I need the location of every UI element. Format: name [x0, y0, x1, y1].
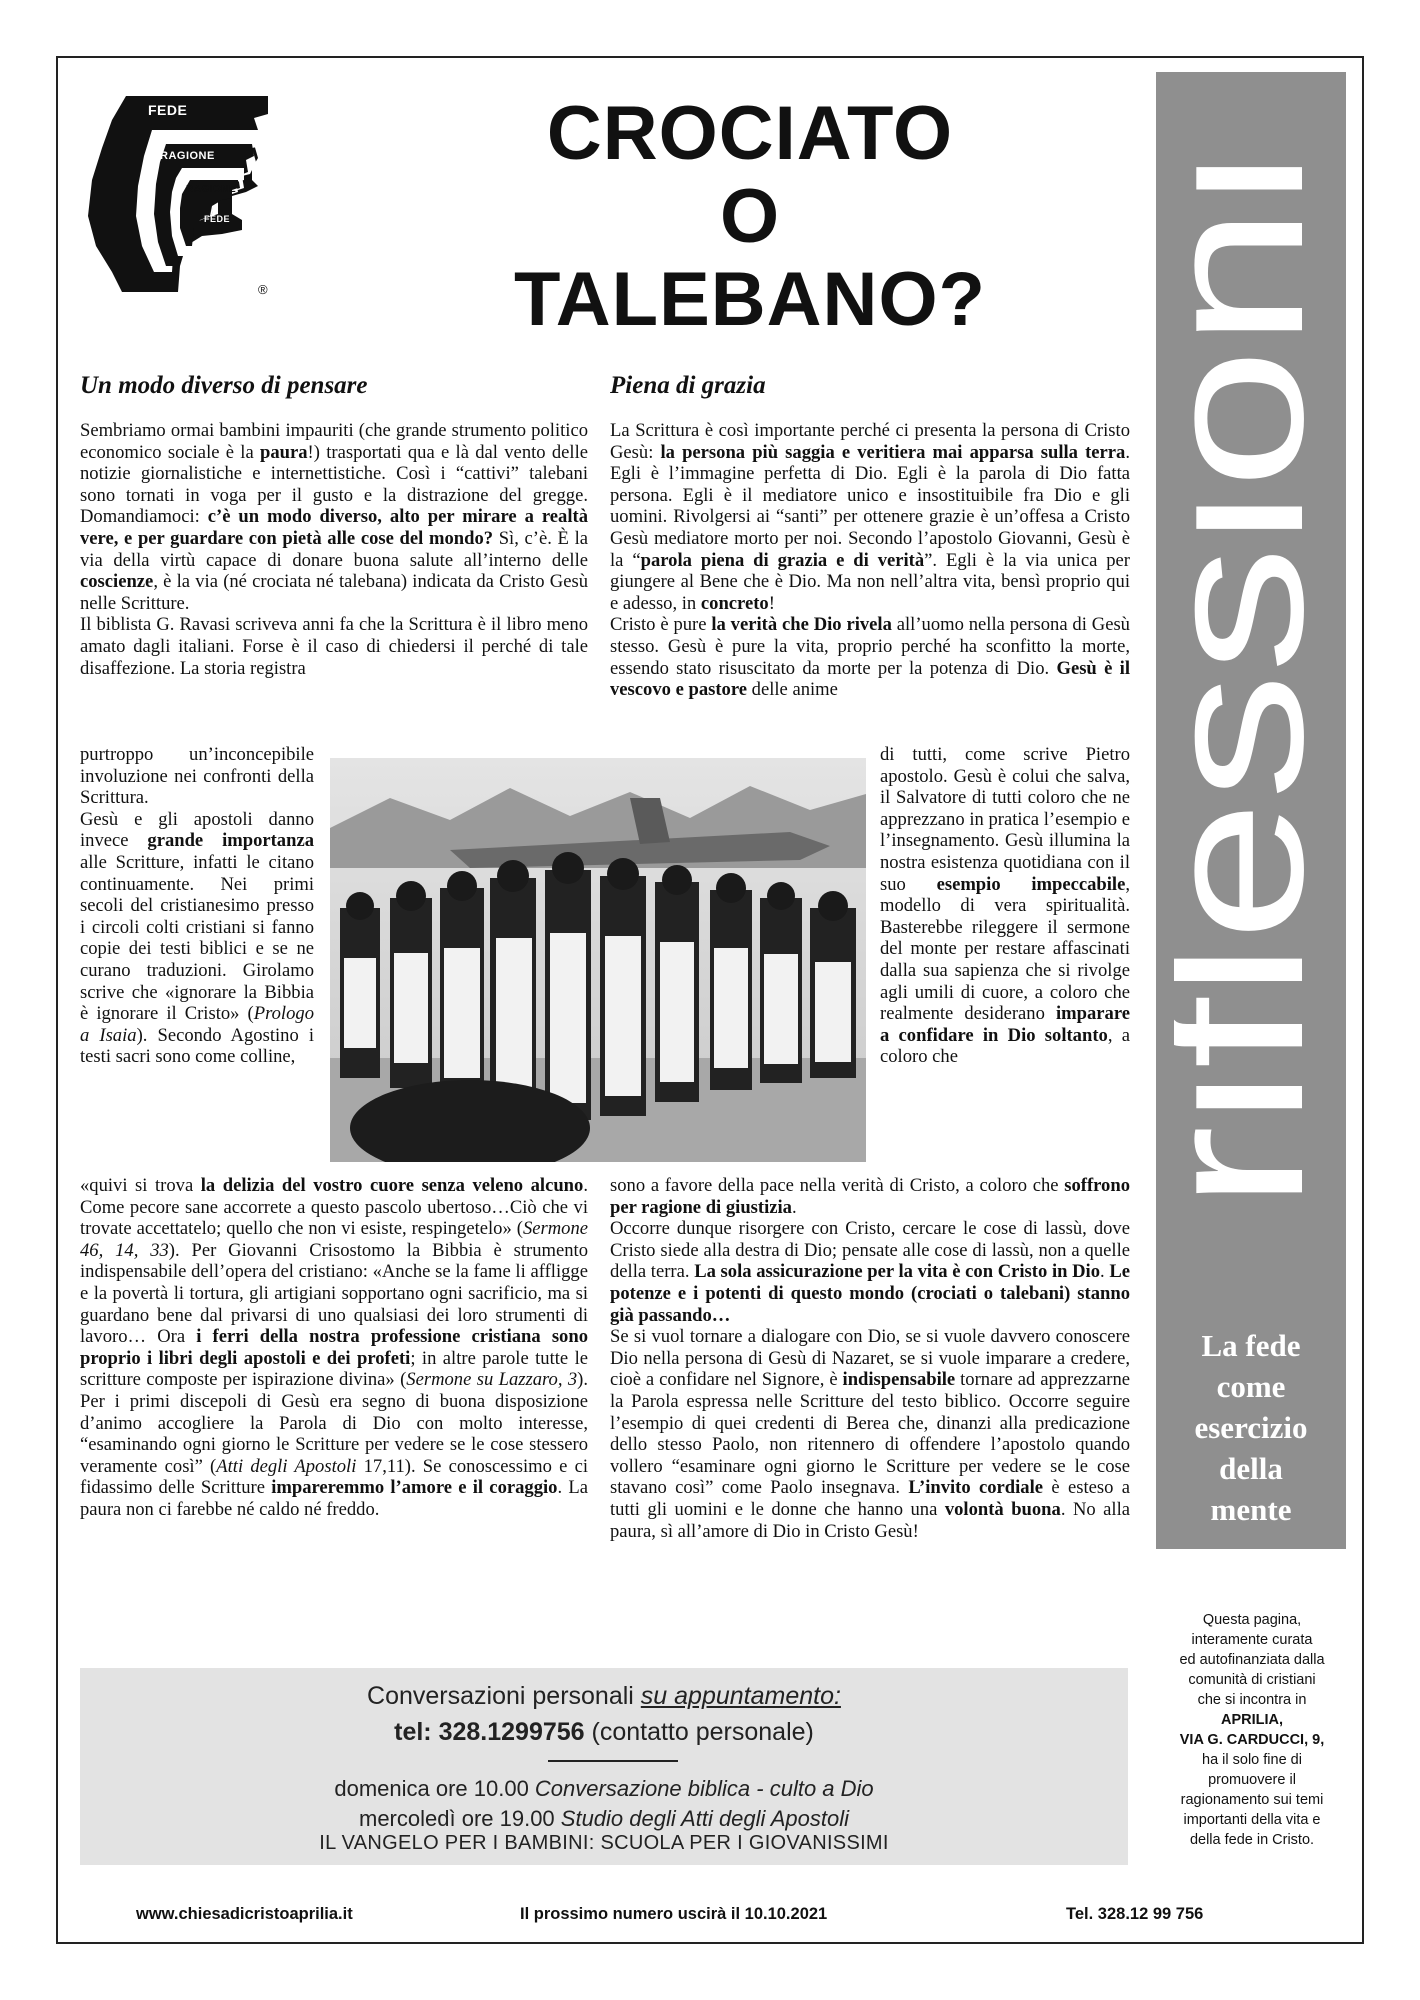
- bold-run: parola piena di grazia e di verità: [640, 549, 925, 571]
- bold-run: impareremmo l’amore e il coraggio: [271, 1477, 558, 1499]
- side-note-line: interamente curata: [1191, 1632, 1313, 1648]
- footer-phone: Tel. 328.12 99 756: [1066, 1905, 1204, 1923]
- text-run: La Scrittura è così importante perché ci presenta la persona di Cristo Gesù:: [610, 420, 1130, 463]
- text-run: .: [791, 1196, 797, 1218]
- bold-run: paura: [260, 441, 308, 463]
- text-run: 17,11). Se conoscessimo e ci fidassimo delle Scritture: [80, 1455, 589, 1499]
- bold-run: L’invito cordiale: [908, 1477, 1044, 1499]
- headline-line-1: CROCIATO: [546, 91, 954, 176]
- sidebar-title-text: riflessioni: [1174, 376, 1334, 1210]
- left-narrow-paragraph: [80, 744, 314, 1068]
- text-run: alle Scritture, infatti le citano continuamente. Nei primi secoli del cristianesimo presso i circoli colti cristiani si fanno copie dei testi biblici e se ne curano traduzioni. Girolamo scrive che «ignorare la Bibbia è ignorare il Cristo» (: [80, 851, 314, 1025]
- phone-number: tel: 328.1299756: [394, 1718, 585, 1746]
- bold-run: esempio impeccabile: [936, 873, 1126, 895]
- bold-run: i ferri della nostra professione cristiana sono proprio i libri degli apostoli e dei profeti: [80, 1326, 588, 1369]
- right-bottom-paragraph-1: [610, 1175, 1130, 1218]
- sidebar-subtitle-line: della: [1219, 1451, 1283, 1486]
- side-note-line: che si incontra in: [1197, 1692, 1307, 1708]
- logo-word-fede: FEDE: [148, 102, 188, 118]
- text-run: Cristo è pure: [610, 614, 712, 636]
- text-run: di tutti, come scrive Pietro apostolo. Gesù è colui che salva, il Salvatore di tutti coloro che ne apprezzano in pratica l’esempio e l’insegnamento. Gesù illumina la nostra esistenza quotidiana con il suo: [880, 744, 1130, 895]
- italic-run: Prologo a Isaia: [80, 1003, 314, 1046]
- italic-run: Conversazione biblica - culto a Dio: [534, 1776, 874, 1801]
- bold-run: grande importanza: [147, 830, 314, 852]
- text-run: Occorre dunque risorgere con Cristo, cercare le cose di lassù, dove Cristo siede alla destra di Dio; pensate alle cose di lassù, non a quelle della terra.: [610, 1218, 1130, 1283]
- side-note-line: importanti della vita e: [1183, 1812, 1321, 1828]
- side-note-line: ha il solo fine di: [1202, 1752, 1302, 1768]
- text-run: Sembriamo ormai bambini impauriti (che grande strumento politico economico sociale è la: [80, 420, 588, 463]
- left-article-narrow: [80, 744, 314, 1068]
- italic-run: Studio degli Atti degli Apostoli: [560, 1806, 849, 1831]
- bold-run: imparare a confidare in Dio soltanto: [880, 1003, 1130, 1046]
- text-run: ). Per i primi discepoli di Gesù era segno di buona disposizione d’animo accogliere la Parola di Dio con molto interesse, “esaminando ogni giorno le Scritture per vedere se le cose stessero veramente così” (: [80, 1369, 588, 1477]
- italic-run: Atti degli Apostoli: [216, 1455, 357, 1477]
- separator-line: [548, 1760, 678, 1762]
- sidebar-subtitle-line: come: [1216, 1369, 1286, 1404]
- sidebar-subtitle: [1160, 1325, 1342, 1530]
- bold-run: Gesù è il vescovo e pastore: [610, 657, 1130, 701]
- logo-word-fede-2: FEDE: [204, 214, 231, 224]
- text-run: .: [1100, 1261, 1110, 1283]
- info-box: [80, 1668, 1128, 1865]
- fede-ragione-logo: [82, 96, 300, 302]
- bold-run: la persona più saggia e veritiera mai apparsa sulla terra: [660, 441, 1126, 463]
- side-note-line: ragionamento sui temi: [1180, 1792, 1324, 1808]
- text-run: ). Per Giovanni Crisostomo la Bibbia è strumento indispensabile dell’opera del cristiano: «Anche se la fame li affligge e la povertà li tortura, gli artigiani sopportano ogni sacrificio, ma si guardano bene dal privarsi di uno qualsiasi dei loro strumenti di lavoro… Ora: [80, 1239, 589, 1348]
- text-run: «quivi si trova: [80, 1175, 201, 1196]
- italic-run: Sermone su Lazzaro, 3: [406, 1369, 578, 1391]
- text-run: sono a favore della pace nella verità di Cristo, a coloro che: [610, 1175, 1065, 1196]
- bold-run: indispensabile: [842, 1369, 956, 1391]
- text-run: delle anime: [747, 679, 838, 701]
- left-article-top: [80, 420, 588, 679]
- text-run: mercoledì ore 19.00: [359, 1806, 561, 1831]
- text-run: purtroppo un’inconcepibile involuzione nei confronti della Scrittura.: [80, 744, 314, 809]
- left-bottom-paragraph: [80, 1175, 588, 1521]
- side-note-line: ed autofinanziata dalla: [1179, 1652, 1325, 1668]
- right-paragraph-1: [610, 420, 1130, 614]
- kids-school-line: IL VANGELO PER I BAMBINI: SCUOLA PER I GIOVANISSIMI: [319, 1832, 889, 1854]
- bold-run: La sola assicurazione per la vita è con Cristo in Dio: [694, 1261, 1101, 1283]
- right-paragraph-2: [610, 614, 1130, 700]
- side-note-line: APRILIA,: [1220, 1712, 1284, 1728]
- right-article-narrow: [880, 744, 1130, 1068]
- text-run: Sì, c’è. È la via della virtù capace di donare buona salute all’interno delle: [80, 527, 589, 571]
- appointment-emphasis: su appuntamento:: [640, 1682, 841, 1710]
- side-note: [1156, 1610, 1348, 1850]
- text-run: tornare ad apprezzarne la Parola espressa nelle Scritture del testo biblico. Occorre seguire l’esempio di quei credenti di Berea che, dinanzi alla predicazione dello stesso Paolo, non ritennero di offendere l’apostolo quando vollero “esaminare ogni giorno le Scritture per vedere se le cose stavano così” come Paolo insegnava.: [610, 1369, 1130, 1499]
- text-run: ; in altre parole tutte le scritture composte per ispirazione divina» (: [80, 1347, 588, 1391]
- bold-run: soffrono per ragione di giustizia: [610, 1175, 1130, 1218]
- profiles-logo-icon: [82, 96, 300, 302]
- text-run: ). Secondo Agostino i testi sacri sono come colline,: [80, 1024, 314, 1068]
- bold-run: la delizia del vostro cuore senza veleno alcuno: [200, 1175, 584, 1196]
- left-article-heading: Un modo diverso di pensare: [80, 372, 368, 399]
- text-run: Gesù e gli apostoli danno invece: [80, 808, 314, 852]
- sidebar-subtitle-line: esercizio: [1194, 1410, 1308, 1445]
- text-run: Se si vuol tornare a dialogare con Dio, se si vuole davvero conoscere Dio nella persona di Gesù di Nazaret, se si vuole imparare a credere, cioè a confidare nel Signore, è: [610, 1326, 1130, 1391]
- text-run: !: [768, 592, 775, 614]
- text-run: . La paura non ci farebbe né caldo né freddo.: [80, 1477, 588, 1520]
- text-run: ”. Egli è la via unica per giungere al Bene che è Dio. Ma non nell’altra vita, bensì proprio qui e adesso, in: [610, 549, 1130, 614]
- text-run: Conversazioni personali: [367, 1682, 641, 1710]
- text-run: all’uomo nella persona di Gesù stesso. Gesù è pure la vita, proprio perché ha sconfitto la morte, essendo stato risuscitato da morte per la potenza di Dio.: [610, 614, 1130, 679]
- bold-run: Le potenze e i potenti di questo mondo (crociati o talebani) stanno già passando…: [610, 1261, 1131, 1326]
- right-narrow-paragraph: [880, 744, 1130, 1068]
- footer-website[interactable]: www.chiesadicristoaprilia.it: [136, 1905, 353, 1923]
- text-run: , modello di vera spiritualità. Basterebbe rileggere il sermone del monte per restare affascinati dalla sua sapienza che si rivolge agli umili di cuore, a coloro che realmente desiderano: [880, 873, 1130, 1025]
- text-run: . Egli è l’immagine perfetta di Dio. Egli è la parola di Dio fatta persona. Egli è il mediatore unico e insostituibile fra Dio e gli uomini. Rivolgersi ai “santi” per ottenere grazie è un’offesa a Cristo Gesù mediatore morto per noi. Secondo l’apostolo Giovanni, Gesù è la “: [610, 441, 1130, 571]
- right-bottom-paragraph-3: [610, 1326, 1130, 1542]
- logo-word-ragione: RAGIONE: [160, 150, 215, 162]
- schedule-sunday: [80, 1776, 1128, 1802]
- bold-run: concreto: [700, 592, 769, 614]
- news-photo: [330, 758, 866, 1162]
- left-paragraph-2: Il biblista G. Ravasi scriveva anni fa che la Scrittura è il libro meno amato dagli italiani. Forse è il caso di chiedersi il perché di tale disaffezione. La storia registra: [80, 614, 588, 679]
- side-note-line: promuovere il: [1208, 1772, 1296, 1788]
- side-note-line: VIA G. CARDUCCI, 9,: [1179, 1732, 1325, 1748]
- text-run: è esteso a tutti gli uomini e le donne che hanno una: [610, 1477, 1130, 1520]
- sidebar-subtitle-line: La fede: [1201, 1328, 1301, 1363]
- appointment-line: [80, 1682, 1128, 1711]
- sidebar-title: [1174, 140, 1334, 1220]
- bold-run: c’è un modo diverso, alto per mirare a realtà vere, e per guardare con pietà alle cose del mondo?: [80, 506, 588, 549]
- schedule-wednesday: [80, 1806, 1128, 1832]
- side-note-line: della fede in Cristo.: [1189, 1832, 1315, 1848]
- text-run: . No alla paura, sì all’amore di Dio in Cristo Gesù!: [610, 1498, 1131, 1542]
- text-run: . Come pecore sane accorrete a questo pascolo ubertoso…Ciò che vi trovate accettatelo; quello che non vi esiste, respingetelo» (: [80, 1175, 588, 1240]
- right-bottom-paragraph-2: [610, 1218, 1130, 1326]
- headline-line-3: TALEBANO?: [514, 257, 986, 342]
- right-article-bottom: [610, 1175, 1130, 1542]
- sidebar-subtitle-line: mente: [1210, 1492, 1292, 1527]
- headline-line-2: O: [719, 174, 781, 259]
- footer-next-issue: Il prossimo numero uscirà il 10.10.2021: [520, 1905, 828, 1923]
- main-headline: [440, 92, 1060, 341]
- text-run: , è la via (né crociata né talebana) indicata da Cristo Gesù nelle Scritture.: [80, 571, 588, 614]
- side-note-line: Questa pagina,: [1202, 1612, 1302, 1628]
- bold-run: volontà buona: [944, 1498, 1061, 1520]
- side-note-line: comunità di cristiani: [1188, 1672, 1316, 1688]
- text-run: !) trasportati qua e là dal vento delle notizie giornalistiche e internettistiche. Così i “cattivi” talebani sono tornati in voga per il gusto e la distrazione del gregge. Domandiamoci:: [80, 441, 588, 528]
- right-article-top: [610, 420, 1130, 701]
- bold-run: coscienze: [80, 571, 154, 593]
- left-paragraph-1: [80, 420, 588, 614]
- italic-run: Sermone 46, 14, 33: [80, 1218, 588, 1261]
- right-article-heading: Piena di grazia: [610, 372, 766, 399]
- phone-line: [80, 1718, 1128, 1747]
- sidebar-title-svg: [1174, 140, 1334, 1220]
- text-run: (contatto personale): [584, 1718, 814, 1746]
- registered-mark: ®: [258, 282, 268, 297]
- logo-word-ragione-2: RAGIONE: [186, 184, 237, 195]
- text-run: , a coloro che: [880, 1024, 1130, 1068]
- left-article-bottom: [80, 1175, 588, 1521]
- bold-run: la verità che Dio rivela: [711, 614, 892, 636]
- text-run: domenica ore 10.00: [334, 1776, 535, 1801]
- photo-taliban-group-icon: [330, 758, 866, 1162]
